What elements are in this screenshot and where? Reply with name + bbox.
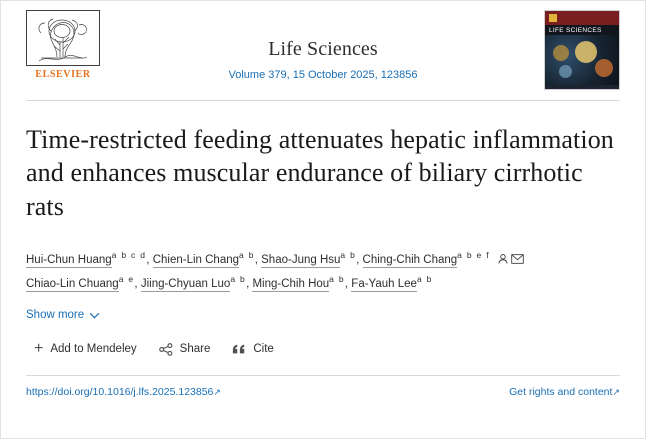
cover-artwork (545, 35, 619, 85)
get-rights-link[interactable] (509, 386, 620, 398)
author-name[interactable]: Fa-Yauh Lee (351, 277, 417, 290)
cover-journal-name: LIFE SCIENCES (545, 25, 619, 35)
elsevier-wordmark: ELSEVIER (35, 69, 91, 80)
author-separator: , (134, 277, 138, 290)
author-list (26, 247, 620, 296)
share-label: Share (179, 343, 211, 356)
doi-link-text[interactable]: https://doi.org/10.1016/j.lfs.2025.123856 (26, 386, 214, 399)
author-name[interactable]: Ming-Chih Hou (252, 277, 330, 290)
show-more-button[interactable] (26, 309, 100, 321)
corresponding-author-icons[interactable] (495, 248, 524, 270)
author-affiliation-marks: a b (239, 249, 255, 260)
cite-button[interactable] (232, 343, 273, 355)
author-affiliation-marks: a b (340, 249, 357, 260)
get-rights-text[interactable]: Get rights and content (509, 386, 613, 399)
author-separator: , (254, 253, 258, 266)
elsevier-logo (26, 10, 100, 86)
author-affiliation-marks: a e (118, 274, 135, 285)
header-divider (26, 100, 620, 101)
journal-issue-line[interactable]: Volume 379, 15 October 2025, 123856 (228, 69, 418, 81)
author-item[interactable] (351, 274, 433, 290)
author-name[interactable]: Jiing-Chyuan Luo (140, 277, 231, 290)
journal-info (26, 10, 620, 81)
author-item[interactable] (26, 249, 147, 266)
author-item[interactable] (152, 249, 255, 266)
author-affiliation-marks: a b (329, 274, 345, 285)
cover-top-band (545, 11, 619, 25)
journal-title[interactable]: Life Sciences (268, 38, 378, 60)
share-icon (159, 343, 173, 356)
author-name[interactable]: Chien-Lin Chang (152, 253, 240, 266)
show-more-label: Show more (26, 309, 85, 322)
plus-icon: + (34, 340, 44, 358)
author-envelope-icon (511, 253, 524, 265)
author-item[interactable] (261, 249, 357, 266)
author-affiliation-marks: a b c d (111, 249, 147, 260)
author-item[interactable] (140, 274, 247, 290)
add-to-mendeley-label: Add to Mendeley (50, 343, 137, 356)
doi-external-icon: ↗ (213, 387, 221, 398)
article-action-bar (26, 341, 620, 357)
journal-header (26, 0, 620, 92)
author-affiliation-marks: a b (416, 274, 433, 285)
author-name[interactable]: Ching-Chih Chang (362, 253, 458, 266)
author-person-icon (497, 253, 509, 265)
author-name[interactable]: Hui-Chun Huang (26, 253, 112, 266)
article-footer (26, 386, 620, 398)
quote-icon (232, 343, 246, 355)
cover-badge-icon (549, 14, 557, 22)
author-affiliation-marks: a b (230, 274, 247, 285)
journal-cover-thumbnail[interactable] (544, 10, 620, 90)
doi-link[interactable] (26, 386, 221, 398)
share-button[interactable] (159, 343, 211, 356)
author-name[interactable]: Shao-Jung Hsu (261, 253, 341, 266)
chevron-down-icon (89, 312, 100, 319)
author-separator: , (344, 277, 349, 290)
rights-external-icon: ↗ (612, 387, 620, 398)
author-item[interactable] (362, 249, 490, 266)
page-title: Time-restricted feeding attenuates hepatic inflammation and enhances muscular endurance of biliary cirrhotic rats (26, 125, 614, 221)
footer-divider (26, 375, 620, 376)
author-separator: , (146, 253, 150, 266)
author-name[interactable]: Chiao-Lin Chuang (26, 277, 119, 290)
cite-label: Cite (253, 343, 274, 356)
add-to-mendeley-button[interactable] (34, 341, 137, 357)
elsevier-tree-logo (26, 10, 100, 66)
author-item[interactable] (252, 274, 345, 290)
author-item[interactable] (26, 274, 135, 290)
author-separator: , (356, 253, 360, 266)
author-affiliation-marks: a b e f (457, 249, 490, 260)
author-separator: , (246, 277, 250, 290)
